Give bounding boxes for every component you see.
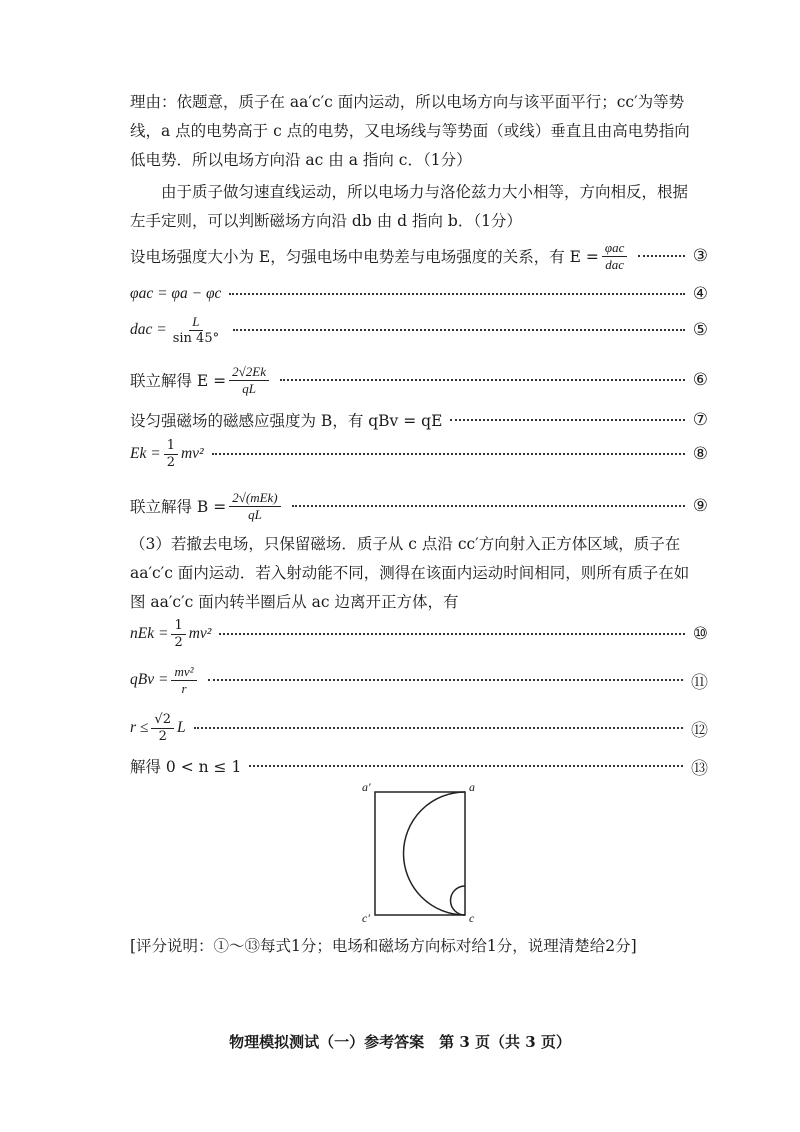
page-footer: 物理模拟测试（一）参考答案 第 3 页（共 3 页） — [229, 1033, 571, 1051]
label-a: a — [469, 780, 475, 794]
equation-8-tail: mv² — [180, 445, 204, 462]
equation-8-denominator: 2 — [166, 454, 175, 470]
equation-11-numerator: mv² — [171, 664, 196, 681]
equation-4-text: φac = φa − φc — [130, 285, 222, 302]
equation-5-numerator: L — [189, 314, 202, 331]
equation-6-text: 联立解得 E = — [130, 372, 227, 390]
equation-13-text: 解得 0 < n ≤ 1 — [130, 758, 242, 776]
equation-11-denominator: r — [181, 680, 187, 696]
equation-5-text: dac = — [130, 321, 167, 338]
label-c-prime: c′ — [362, 911, 370, 925]
equation-5-number: ⑤ — [692, 320, 708, 340]
equation-10-denominator: 2 — [174, 634, 183, 650]
equation-5-denominator: sin 45° — [172, 330, 220, 346]
equation-10-text: nEk = — [130, 625, 169, 642]
equation-8-text: Ek = — [130, 445, 161, 462]
equation-4-number: ④ — [692, 284, 708, 304]
label-c: c — [469, 911, 475, 925]
equation-3-number: ③ — [692, 246, 708, 266]
equation-10-tail: mv² — [188, 625, 212, 642]
equation-7-text: 设匀强磁场的磁感应强度为 B，有 qBv = qE — [130, 412, 443, 430]
equation-6-denominator: qL — [242, 380, 256, 396]
scoring-note: [评分说明：①～⑬每式1分；电场和磁场方向标对给1分，说理清楚给2分] — [130, 937, 637, 955]
equation-6-number: ⑥ — [692, 370, 708, 390]
equation-3-text: 设电场强度大小为 E，匀强电场中电势差与电场强度的关系，有 E = — [130, 248, 599, 266]
large-semicircle-path — [404, 792, 466, 915]
equation-11-number: ⑪ — [691, 672, 708, 693]
equation-10-numerator: 1 — [171, 618, 185, 635]
equation-12-numerator: √2 — [151, 712, 174, 729]
equation-9-number: ⑨ — [692, 496, 708, 516]
equation-3-numerator: φac — [602, 240, 627, 257]
equation-12-tail: L — [176, 719, 186, 736]
equation-13-number: ⑬ — [691, 758, 708, 779]
equation-8-number: ⑧ — [692, 444, 708, 464]
equation-6-numerator: 2√2Ek — [229, 364, 269, 381]
equation-8-numerator: 1 — [164, 438, 178, 455]
equation-9-denominator: qL — [248, 506, 262, 522]
equation-12-number: ⑫ — [691, 720, 708, 741]
part-3-paragraph: （3）若撤去电场，只保留磁场．质子从 c 点沿 cc′方向射入正方体区域，质子在 aa′c′c 面内运动．若入射动能不同，测得在该面内运动时间相同，则所有质子在如图 aa′c′c 面内转半圈后从 ac 边离开正方体，有 — [130, 535, 690, 611]
equation-3-denominator: dac — [605, 256, 625, 272]
label-a-prime: a′ — [362, 780, 371, 794]
magnetic-direction-paragraph: 由于质子做匀速直线运动，所以电场力与洛伦兹力大小相等，方向相反，根据左手定则，可以判断磁场方向沿 db 由 d 指向 b．（1分） — [130, 183, 689, 230]
equation-7-number: ⑦ — [692, 410, 708, 430]
equation-12-text: r ≤ — [130, 719, 149, 736]
reason-paragraph: 理由：依题意，质子在 aa′c′c 面内运动，所以电场方向与该平面平行；cc′为等势线，a 点的电势高于 c 点的电势，又电场线与等势面（或线）垂直且由高电势指向低电势．所以电场方向沿 ac 由 a 指向 c．（1分） — [130, 93, 690, 169]
small-semicircle-path — [451, 886, 466, 915]
equation-12-denominator: 2 — [158, 728, 167, 744]
equation-10-number: ⑩ — [692, 624, 708, 644]
equation-9-numerator: 2√(mEk) — [229, 490, 280, 507]
equation-9-text: 联立解得 B = — [130, 498, 227, 516]
equation-11-text: qBv = — [130, 671, 169, 688]
